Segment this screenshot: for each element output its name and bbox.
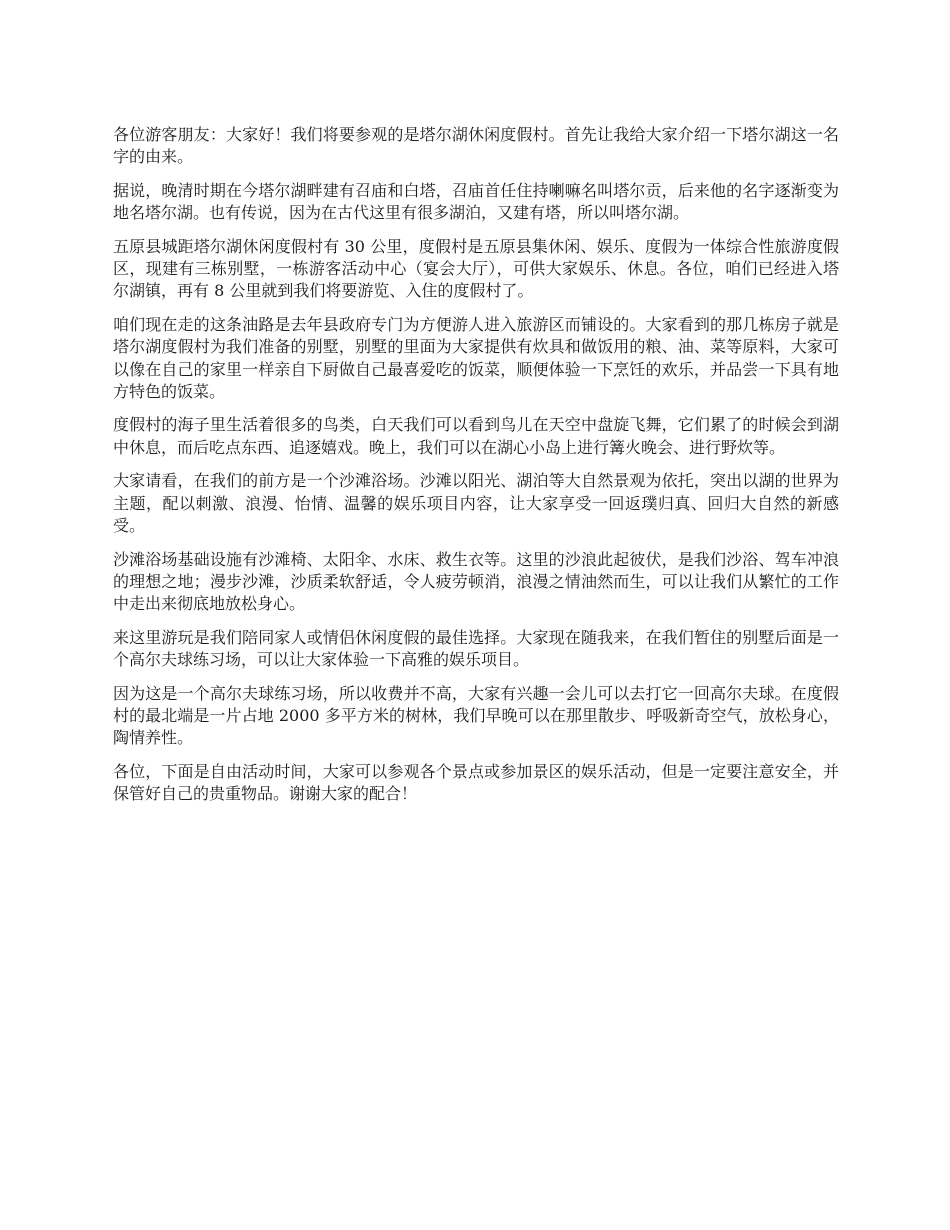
paragraph: 各位，下面是自由活动时间，大家可以参观各个景点或参加景区的娱乐活动，但是一定要注意安全，并保管好自己的贵重物品。谢谢大家的配合！ <box>113 761 839 804</box>
paragraph: 因为这是一个高尔夫球练习场，所以收费并不高，大家有兴趣一会儿可以去打它一回高尔夫球。在度假村的最北端是一片占地 2000 多平方米的树林，我们早晚可以在那里散步、呼吸新奇空气，放松身心，陶情养性。 <box>113 683 839 748</box>
paragraph: 咱们现在走的这条油路是去年县政府专门为方便游人进入旅游区而铺设的。大家看到的那几栋房子就是塔尔湖度假村为我们准备的别墅，别墅的里面为大家提供有炊具和做饭用的粮、油、菜等原料，大家可以像在自己的家里一样亲自下厨做自己最喜爱吃的饭菜，顺便体验一下烹饪的欢乐，并品尝一下具有地方特色的饭菜。 <box>113 314 839 402</box>
paragraph: 据说，晚清时期在今塔尔湖畔建有召庙和白塔，召庙首任住持喇嘛名叫塔尔贡，后来他的名字逐渐变为地名塔尔湖。也有传说，因为在古代这里有很多湖泊，又建有塔，所以叫塔尔湖。 <box>113 180 839 223</box>
paragraph: 来这里游玩是我们陪同家人或情侣休闲度假的最佳选择。大家现在随我来，在我们暂住的别墅后面是一个高尔夫球练习场，可以让大家体验一下高雅的娱乐项目。 <box>113 627 839 670</box>
document-body <box>113 124 839 817</box>
paragraph: 各位游客朋友：大家好！我们将要参观的是塔尔湖休闲度假村。首先让我给大家介绍一下塔尔湖这一名字的由来。 <box>113 125 839 167</box>
paragraph: 沙滩浴场基础设施有沙滩椅、太阳伞、水床、救生衣等。这里的沙浪此起彼伏，是我们沙浴、驾车冲浪的理想之地；漫步沙滩，沙质柔软舒适，令人疲劳顿消，浪漫之情油然而生，可以让我们从繁忙的工作中走出来彻底地放松身心。 <box>113 549 839 614</box>
paragraph: 大家请看，在我们的前方是一个沙滩浴场。沙滩以阳光、湖泊等大自然景观为依托，突出以湖的世界为主题，配以刺激、浪漫、怡情、温馨的娱乐项目内容，让大家享受一回返璞归真、回归大自然的新感受。 <box>113 471 839 536</box>
paragraph: 度假村的海子里生活着很多的鸟类，白天我们可以看到鸟儿在天空中盘旋飞舞，它们累了的时候会到湖中休息，而后吃点东西、追逐嬉戏。晚上，我们可以在湖心小岛上进行篝火晚会、进行野炊等。 <box>113 415 839 457</box>
paragraph: 五原县城距塔尔湖休闲度假村有 30 公里，度假村是五原县集休闲、娱乐、度假为一体综合性旅游度假区，现建有三栋别墅，一栋游客活动中心（宴会大厅），可供大家娱乐、休息。各位，咱们已经进入塔尔湖镇，再有 8 公里就到我们将要游览、入住的度假村了。 <box>113 236 839 301</box>
